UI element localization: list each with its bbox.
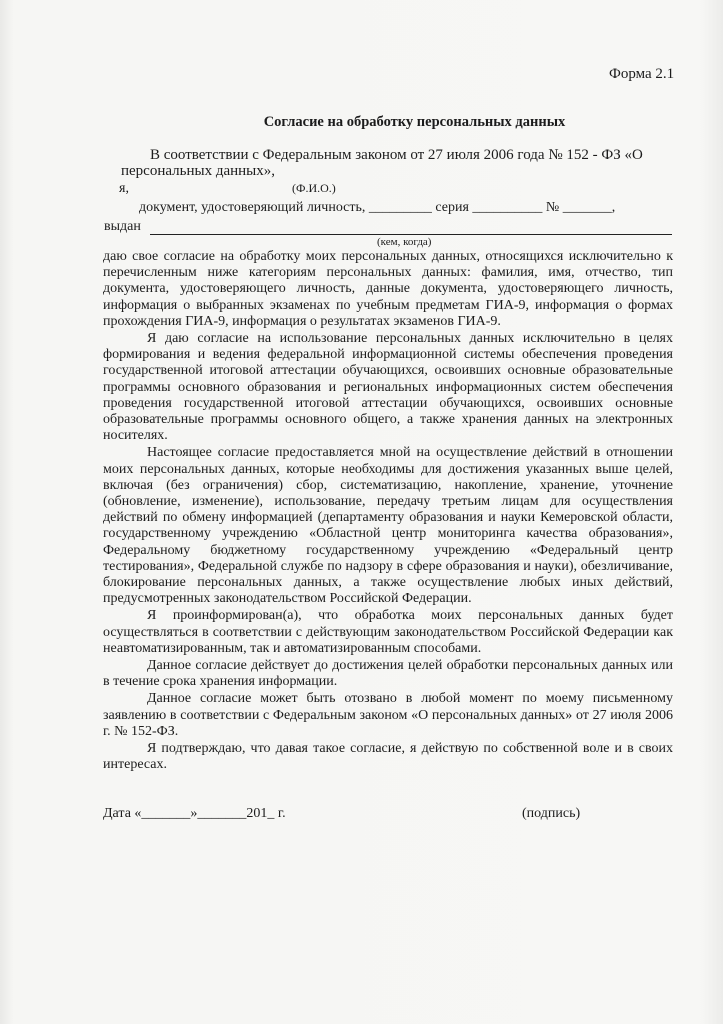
consent-body (103, 249, 673, 774)
fio-caption: (Ф.И.О.) (292, 181, 336, 195)
consent-paragraph: Данное согласие может быть отозвано в любой момент по моему письменному заявлению в соответствии с Федеральным законом «О персональных данных» от 27 июля 2006 г. № 152-ФЗ. (103, 691, 673, 739)
consent-paragraph: Я подтверждаю, что давая такое согласие, я действую по собственной воле и в своих интересах. (103, 741, 673, 773)
consent-paragraph: даю свое согласие на обработку моих персональных данных, относящихся исключительно к перечисленным ниже категориям персональных данных: фамилия, имя, отчество, тип документа, удостоверяющего личность, данные документа, удостоверяющего личность, информация о выбранных экзаменах по учебным предметам ГИА-9, информация о формах прохождения ГИА-9, информация о результатах экзаменов ГИА-9. (103, 249, 673, 329)
form-number: Форма 2.1 (609, 66, 675, 82)
document-title: Согласие на обработку персональных данных (263, 114, 566, 130)
consent-paragraph: Я проинформирован(а), что обработка моих персональных данных будет осуществляться в соответствии с действующим законодательством Российской Федерации как неавтоматизированным, так и автоматизированным способами. (103, 608, 673, 656)
issued-blank-line (150, 234, 672, 235)
law-reference-line-2: персональных данных», (121, 163, 276, 179)
signature-caption: (подпись) (522, 806, 581, 821)
issued-caption: (кем, когда) (377, 236, 432, 248)
ya-label: я, (119, 181, 129, 196)
issued-label: выдан (104, 219, 141, 234)
date-line: Дата «_______»_______201_ г. (103, 806, 286, 821)
consent-paragraph: Я даю согласие на использование персональных данных исключительно в целях формирования и ведения федеральной информационной системы обеспечения проведения государственной итоговой аттестации обучающихся, освоивших основные образовательные программы основного образования и региональных информационных систем обеспечения проведения государственной итоговой аттестации обучающихся, освоивших основные образовательные программы основного общего, а также хранения данных на электронных носителях. (103, 331, 673, 444)
law-reference-line-1: В соответствии с Федеральным законом от 27 июля 2006 года № 152 - ФЗ «О (150, 147, 643, 163)
consent-paragraph: Настоящее согласие предоставляется мной на осуществление действий в отношении моих персональных данных, которые необходимы для достижения указанных выше целей, включая (без ограничения) сбор, систематизацию, накопление, хранение, уточнение (обновление, изменение), использование, передачу третьим лицам для осуществления действий по обмену информацией (департаменту образования и науки Кемеровской области, государственному учреждению «Областной центр мониторинга качества образования», Федеральному бюджетному государственному учреждению «Федеральный центр тестирования», Федеральной службе по надзору в сфере образования и науки), обезличивание, блокирование персональных данных, а также осуществление любых иных действий, предусмотренных законодательством Российской Федерации. (103, 445, 673, 607)
consent-paragraph: Данное согласие действует до достижения целей обработки персональных данных или в течение срока хранения информации. (103, 658, 673, 690)
identity-document-line: документ, удостоверяющий личность, _________ серия __________ № _______, (139, 200, 616, 215)
